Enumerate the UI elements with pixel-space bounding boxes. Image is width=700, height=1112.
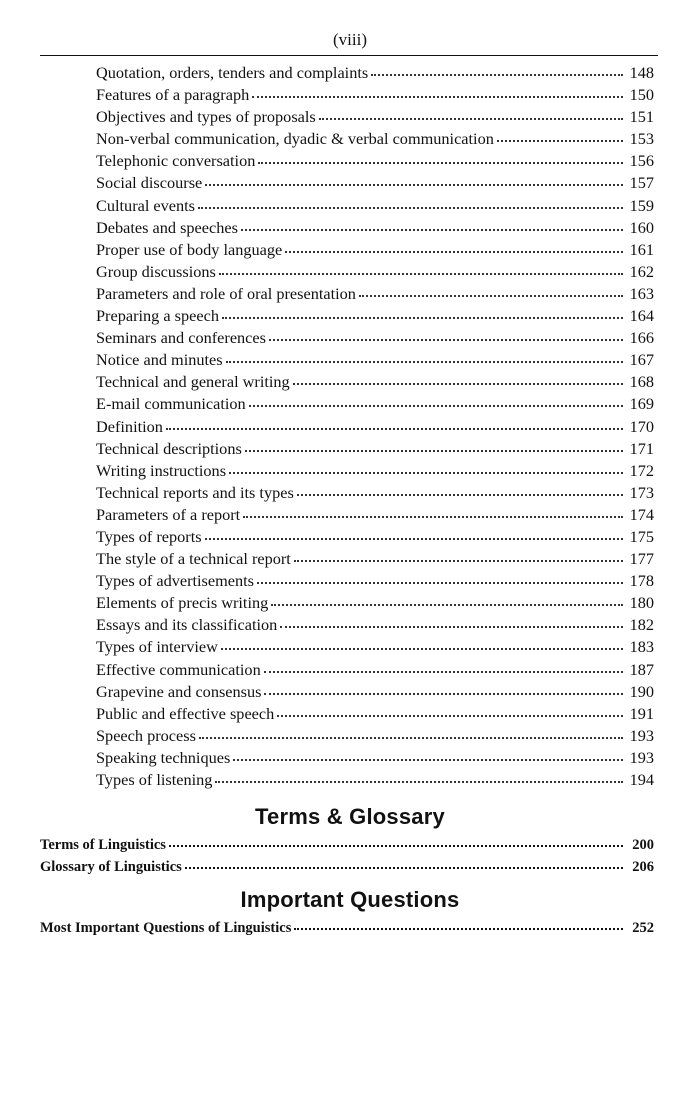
toc-entry-title: Speaking techniques <box>96 747 231 767</box>
toc-entry-title: Essays and its classification <box>96 615 278 635</box>
toc-entry <box>40 856 654 878</box>
dot-leader <box>371 74 623 76</box>
toc-entry <box>96 393 654 415</box>
toc-entry <box>96 504 654 526</box>
toc-entry-title: Parameters and role of oral presentation <box>96 283 356 303</box>
toc-entry <box>96 482 654 504</box>
dot-leader <box>233 759 623 761</box>
dot-leader <box>199 737 623 739</box>
toc-entry <box>96 747 654 769</box>
toc-entry-title: Technical and general writing <box>96 372 290 392</box>
toc-entry <box>96 438 654 460</box>
toc-entry-page-number: 161 <box>629 239 654 259</box>
toc-entry-title: Types of interview <box>96 637 218 657</box>
dot-leader <box>241 229 623 231</box>
toc-entry-title: Seminars and conferences <box>96 328 266 348</box>
dot-leader <box>293 383 623 385</box>
dot-leader <box>294 560 623 562</box>
toc-entry-page-number: 169 <box>629 394 654 414</box>
dot-leader <box>297 494 623 496</box>
toc-entry-title: Parameters of a report <box>96 504 241 524</box>
toc-entry <box>96 349 654 371</box>
toc-entry-page-number: 193 <box>629 725 654 745</box>
dot-leader <box>245 450 623 452</box>
toc-entry-title: Technical reports and its types <box>96 482 294 502</box>
toc-entry-title: Features of a paragraph <box>96 85 250 105</box>
toc-entry-page-number: 191 <box>629 703 654 723</box>
toc-entry-title: Debates and speeches <box>96 217 238 237</box>
table-of-contents <box>96 62 654 791</box>
toc-entry <box>96 614 654 636</box>
toc-entry-title: Types of listening <box>96 770 213 789</box>
toc-entry-title: Notice and minutes <box>96 350 223 370</box>
dot-leader <box>252 96 623 98</box>
dot-leader <box>280 626 623 628</box>
toc-entry <box>96 217 654 239</box>
dot-leader <box>169 845 623 847</box>
dot-leader <box>294 928 623 930</box>
toc-entry-page-number: 193 <box>629 747 654 767</box>
toc-entry-title: Types of advertisements <box>96 571 255 591</box>
toc-entry <box>96 592 654 614</box>
toc-entry-page-number: 178 <box>629 571 654 591</box>
toc-entry-page-number: 160 <box>629 217 654 237</box>
toc-entry-page-number: 157 <box>629 173 654 193</box>
toc-entry-page-number: 162 <box>629 261 654 281</box>
toc-entry-page-number: 168 <box>629 372 654 392</box>
toc-entry-title: Effective communication <box>96 659 261 679</box>
toc-entry-title: Terms of Linguistics <box>40 837 166 853</box>
dot-leader <box>257 582 623 584</box>
toc-entry-page-number: 180 <box>629 593 654 613</box>
toc-entry-title: E-mail communication <box>96 394 246 414</box>
dot-leader <box>277 715 623 717</box>
toc-entry-title: Types of reports <box>96 526 202 546</box>
toc-entry <box>40 834 654 856</box>
toc-entry-page-number: 167 <box>629 350 654 370</box>
toc-entry-title: Writing instructions <box>96 460 227 480</box>
toc-entry <box>96 681 654 703</box>
toc-entry-page-number: 175 <box>629 526 654 546</box>
toc-entry-page-number: 183 <box>629 637 654 657</box>
toc-entry-title: Technical descriptions <box>96 438 242 458</box>
dot-leader <box>185 867 623 869</box>
toc-entry <box>96 725 654 747</box>
toc-entry <box>96 526 654 548</box>
toc-entry-title: Public and effective speech <box>96 703 275 723</box>
toc-entry-page-number: 148 <box>629 63 654 82</box>
toc-entry-page-number: 153 <box>629 129 654 149</box>
toc-entry-page-number: 151 <box>629 107 654 127</box>
header-rule <box>40 55 658 56</box>
toc-entry-page-number: 164 <box>629 306 654 326</box>
toc-entry <box>96 62 654 84</box>
toc-entry-page-number: 156 <box>629 151 654 171</box>
toc-entry-page-number: 200 <box>632 837 654 853</box>
toc-entry-page-number: 190 <box>629 681 654 701</box>
toc-entry-title: Speech process <box>96 725 196 745</box>
dot-leader <box>264 693 623 695</box>
toc-entry-title: Preparing a speech <box>96 306 219 326</box>
toc-entry-page-number: 252 <box>632 920 654 936</box>
toc-entry-page-number: 170 <box>629 416 654 436</box>
toc-entry-title: Elements of precis writing <box>96 593 269 613</box>
toc-entry-title: Grapevine and consensus <box>96 681 262 701</box>
dot-leader <box>221 648 623 650</box>
dot-leader <box>359 295 623 297</box>
toc-entry-title: Objectives and types of proposals <box>96 107 316 127</box>
dot-leader <box>198 207 623 209</box>
toc-entry-title: Proper use of body language <box>96 239 283 259</box>
toc-entry-page-number: 159 <box>629 195 654 215</box>
toc-entry-title: Cultural events <box>96 195 196 215</box>
dot-leader <box>249 405 623 407</box>
dot-leader <box>226 361 623 363</box>
toc-entry-page-number: 150 <box>629 85 654 105</box>
toc-entry-title: Glossary of Linguistics <box>40 859 182 875</box>
dot-leader <box>205 538 623 540</box>
toc-entry-page-number: 172 <box>629 460 654 480</box>
dot-leader <box>219 273 623 275</box>
dot-leader <box>319 118 623 120</box>
toc-entry <box>96 327 654 349</box>
dot-leader <box>222 317 623 319</box>
toc-entry-page-number: 171 <box>629 438 654 458</box>
toc-entry <box>96 703 654 725</box>
toc-entry-page-number: 177 <box>629 549 654 569</box>
toc-entry <box>96 239 654 261</box>
dot-leader <box>285 251 623 253</box>
toc-entry <box>96 371 654 393</box>
dot-leader <box>264 671 623 673</box>
toc-entry-page-number: 173 <box>629 482 654 502</box>
toc-entry <box>96 548 654 570</box>
toc-entry <box>96 570 654 592</box>
toc-entry <box>96 261 654 283</box>
dot-leader <box>269 339 623 341</box>
toc-entry-title: Most Important Questions of Linguistics <box>40 920 292 936</box>
toc-entry <box>96 659 654 681</box>
toc-entry <box>96 460 654 482</box>
toc-entry <box>96 195 654 217</box>
dot-leader <box>215 781 623 783</box>
toc-entry-page-number: 206 <box>632 859 654 875</box>
dot-leader <box>497 140 623 142</box>
toc-entry <box>40 917 654 939</box>
toc-entry-title: Group discussions <box>96 261 216 281</box>
toc-entry-title: Social discourse <box>96 173 203 193</box>
toc-entry <box>96 416 654 438</box>
toc-entry-title: Definition <box>96 416 163 436</box>
terms-glossary-list <box>40 834 654 878</box>
dot-leader <box>229 472 623 474</box>
toc-entry <box>96 128 654 150</box>
toc-entry <box>96 106 654 128</box>
toc-entry-page-number: 194 <box>629 770 654 789</box>
toc-entry <box>96 150 654 172</box>
dot-leader <box>271 604 623 606</box>
toc-entry-title: The style of a technical report <box>96 549 291 569</box>
toc-entry <box>96 172 654 194</box>
toc-entry-page-number: 166 <box>629 328 654 348</box>
dot-leader <box>205 184 623 186</box>
toc-entry-title: Quotation, orders, tenders and complaints <box>96 63 369 82</box>
toc-entry-title: Non-verbal communication, dyadic & verbal communication <box>96 129 494 149</box>
page-number: (viii) <box>333 30 367 49</box>
important-questions-list <box>40 917 654 939</box>
toc-entry-page-number: 174 <box>629 504 654 524</box>
toc-entry <box>96 769 654 791</box>
dot-leader <box>243 516 623 518</box>
dot-leader <box>166 428 623 430</box>
toc-entry-page-number: 163 <box>629 283 654 303</box>
dot-leader <box>258 162 623 164</box>
toc-entry-page-number: 187 <box>629 659 654 679</box>
toc-entry <box>96 283 654 305</box>
toc-entry <box>96 305 654 327</box>
toc-entry-title: Telephonic conversation <box>96 151 256 171</box>
toc-entry <box>96 636 654 658</box>
toc-entry <box>96 84 654 106</box>
important-questions-heading: Important Questions <box>240 887 460 912</box>
terms-glossary-heading: Terms & Glossary <box>255 804 445 829</box>
toc-entry-page-number: 182 <box>629 615 654 635</box>
